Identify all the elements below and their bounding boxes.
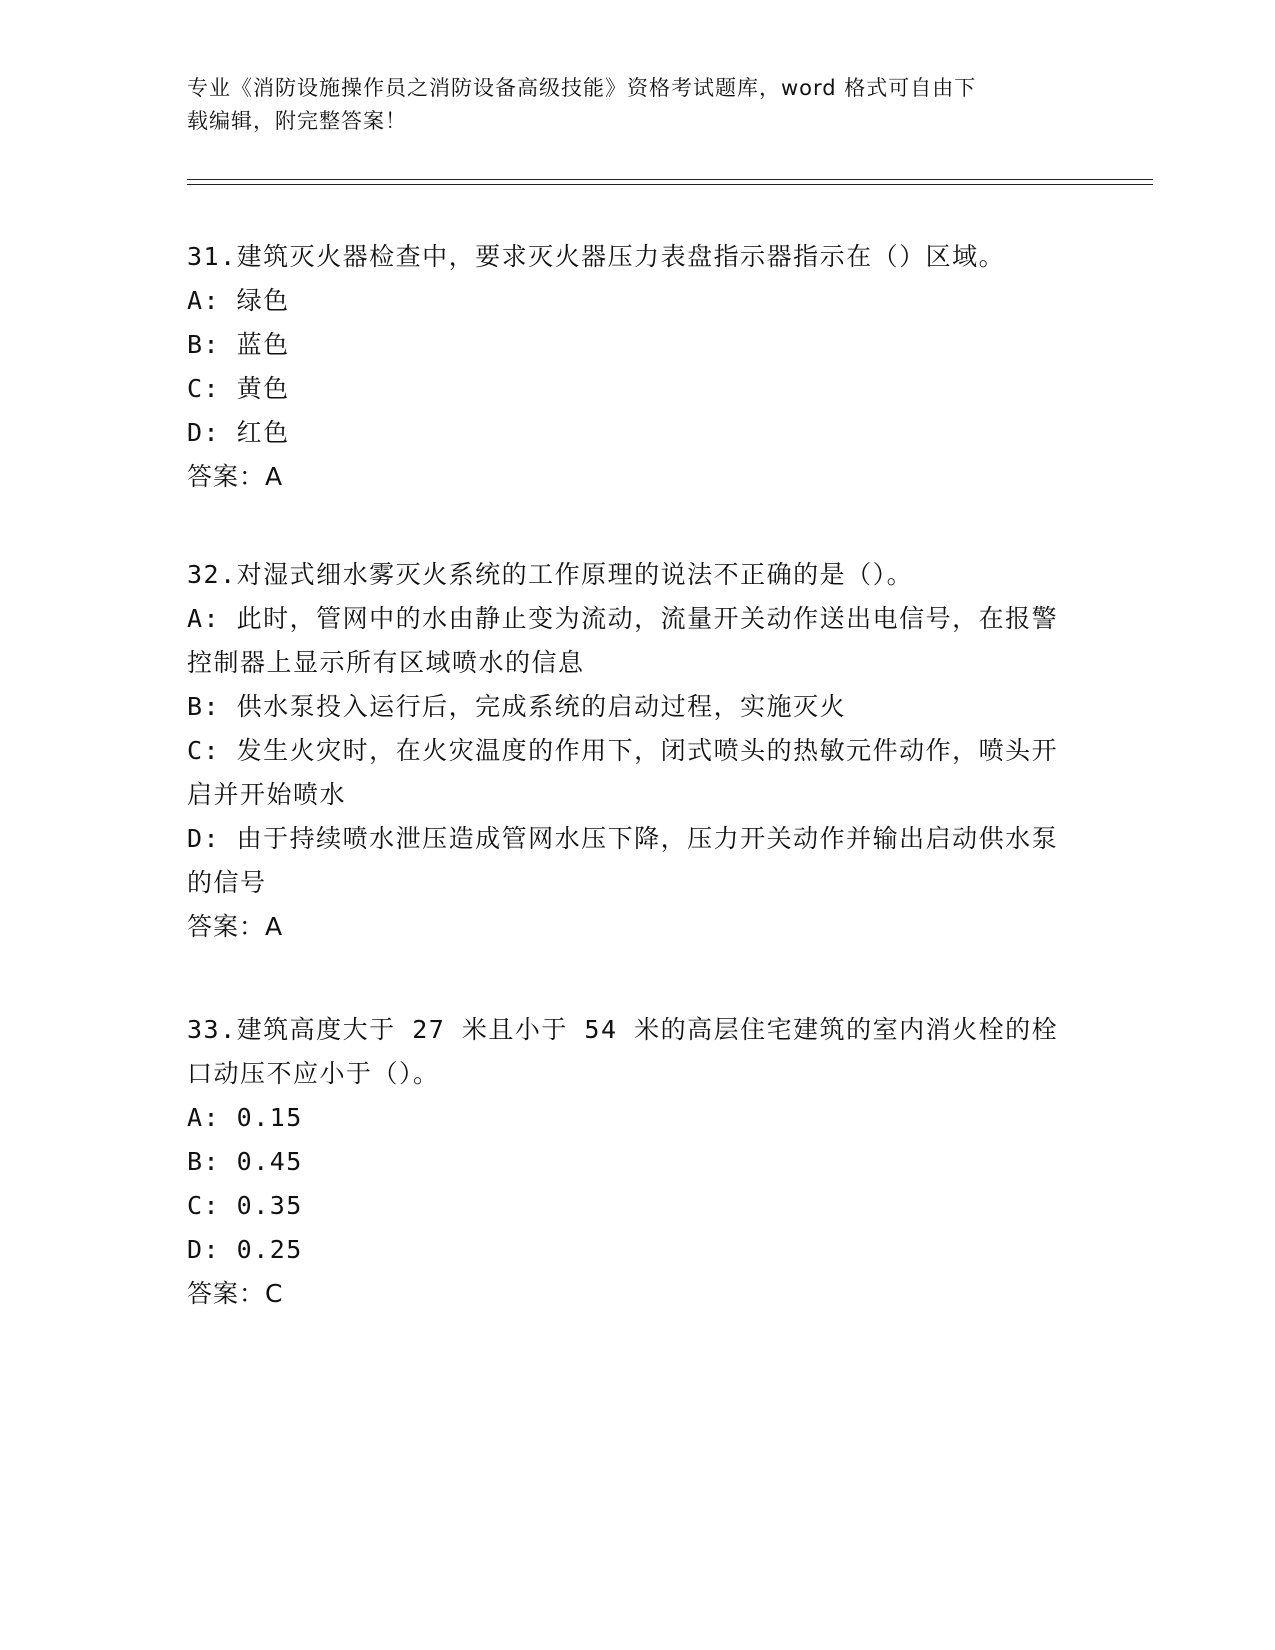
option-c: C: 0.35 — [187, 1191, 303, 1220]
answer: 答案：A — [187, 912, 284, 941]
question-32 — [187, 553, 1077, 949]
question-stem: 31.建筑灭火器检查中，要求灭火器压力表盘指示器指示在（）区域。 — [187, 242, 1006, 271]
question-stem: 32.对湿式细水雾灭火系统的工作原理的说法不正确的是（）。 — [187, 560, 914, 589]
option-c: C: 黄色 — [187, 374, 290, 403]
option-a: A: 0.15 — [187, 1103, 303, 1132]
option-d: D: 红色 — [187, 418, 290, 447]
option-d: D: 由于持续喷水泄压造成管网水压下降，压力开关动作并输出启动供水泵的信号 — [187, 824, 1059, 897]
document-header — [187, 72, 1067, 138]
question-stem: 33.建筑高度大于 27 米且小于 54 米的高层住宅建筑的室内消火栓的栓口动压不应小于（）。 — [187, 1015, 1059, 1088]
question-31 — [187, 235, 1077, 499]
header-line-2: 载编辑，附完整答案！ — [187, 109, 407, 133]
option-a: A: 绿色 — [187, 286, 290, 315]
option-d: D: 0.25 — [187, 1235, 303, 1264]
answer: 答案：A — [187, 462, 284, 491]
option-b: B: 0.45 — [187, 1147, 303, 1176]
header-divider-top — [187, 179, 1153, 180]
header-divider-bottom — [187, 184, 1153, 185]
option-b: B: 蓝色 — [187, 330, 290, 359]
option-a: A: 此时，管网中的水由静止变为流动，流量开关动作送出电信号，在报警控制器上显示所有区域喷水的信息 — [187, 604, 1059, 677]
header-line-1: 专业《消防设施操作员之消防设备高级技能》资格考试题库，word 格式可自由下 — [187, 76, 977, 100]
option-b: B: 供水泵投入运行后，完成系统的启动过程，实施灭火 — [187, 692, 847, 721]
answer: 答案：C — [187, 1279, 284, 1308]
question-33 — [187, 1008, 1077, 1316]
option-c: C: 发生火灾时，在火灾温度的作用下，闭式喷头的热敏元件动作，喷头开启并开始喷水 — [187, 736, 1059, 809]
